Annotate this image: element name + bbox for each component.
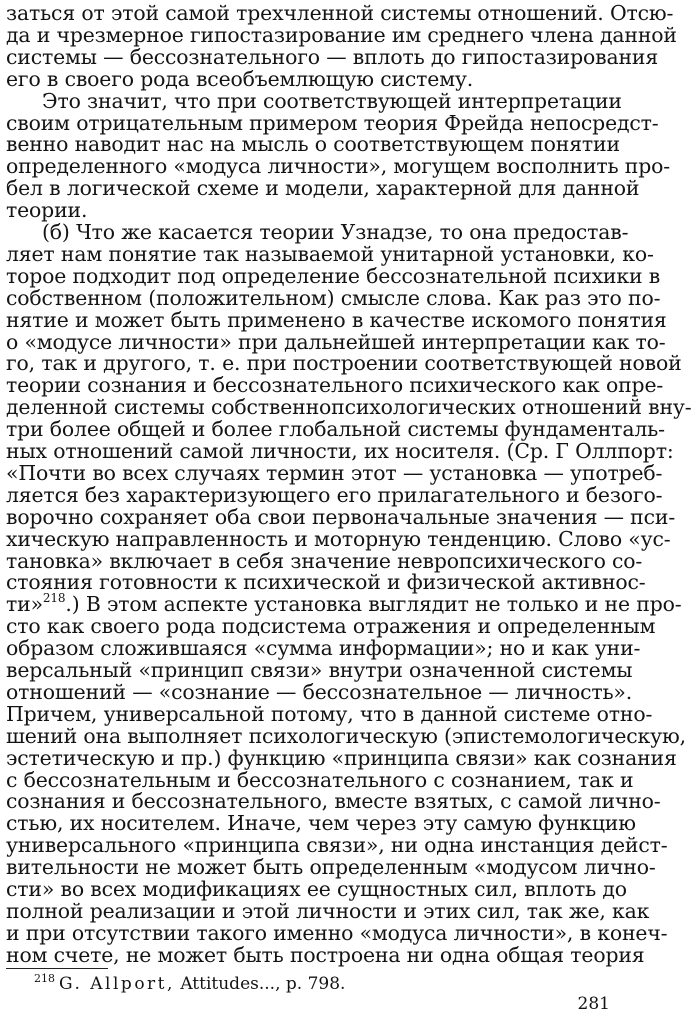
text-line-content: ворочно сохраняет оба свои первоначальные значения — пси- — [6, 504, 676, 529]
text-line-content: определенного «модуса личности», могущем восполнить про- — [6, 154, 671, 179]
text-line-content: собственном (положительном) смысле слова. Как раз это по- — [6, 285, 661, 310]
text-line-content: образом сложившаяся «сумма информации»; но и как уни- — [6, 636, 641, 661]
text-line-content: «Почти во всех случаях термин этот — установка — употреб- — [6, 460, 663, 485]
book-page — [6, 0, 691, 1016]
text-line-content: полной реализации и этой личности и этих сил, так же, как — [6, 898, 650, 923]
text-line-content: нятие и может быть применено в качестве искомого понятия — [6, 307, 667, 332]
text-line-content: шений она выполняет психологическую (эпистемологическую, — [6, 723, 686, 748]
footnote-number: 218 — [34, 972, 55, 986]
text-line-content: да и чрезмерное гипостазирование им среднего члена данной — [6, 22, 677, 47]
text-line-continuation: .) В этом аспекте установка выглядит не только и не про- — [65, 592, 682, 617]
text-line-content: стью, их носителем. Иначе, чем через эту самую функцию — [6, 811, 636, 836]
text-line-content: заться от этой самой трехчленной системы отношений. Отсю- — [6, 1, 674, 25]
text-line-content: системы — бессознательного — вплоть до гипостазирования — [6, 44, 659, 69]
text-line-content: ти» — [6, 592, 43, 617]
text-line-content: о «модусе личности» при дальнейшей интерпретации как то- — [6, 329, 666, 354]
text-line-content: его в своего рода всеобъемлющую систему. — [6, 66, 474, 91]
text-line-content: ных отношений самой личности, их носителя. (Ср. Г Оллпорт: — [6, 439, 674, 463]
text-line-content: вительности не может быть определенным «модусом лично- — [6, 855, 656, 880]
text-line-content: ляет нам понятие так называемой унитарной установки, ко- — [6, 241, 654, 266]
text-line-content: тановка» включает в себя значение невропсихического со- — [6, 548, 643, 573]
text-line — [6, 940, 645, 970]
text-line-content: теории. — [6, 198, 88, 223]
footnote-author: G. Allport, — [59, 974, 175, 994]
footnote-marker: 218 — [42, 590, 66, 605]
text-line-content: Это значит, что при соответствующей интерпретации — [42, 88, 622, 113]
text-line-content: венно наводит нас на мысль о соответствующем понятии — [6, 132, 620, 157]
text-line-content: и при отсутствии такого именно «модуса личности», в конеч- — [6, 920, 668, 945]
text-line-content: бел в логической схеме и модели, характерной для данной — [6, 176, 640, 201]
text-line-content: ном счете, не может быть построена ни одна общая теория — [6, 942, 645, 967]
text-line-content: сто как своего рода подсистема отражения и определенным — [6, 614, 656, 639]
text-line-content: Причем, универсальной потому, что в данной системе отно- — [6, 701, 653, 726]
footnote-reference: Attitudes..., p. 798. — [180, 974, 346, 994]
text-line-content: версальный «принцип связи» внутри означенной системы — [6, 658, 633, 682]
text-line-content: стояния готовности к психической и физической активнос- — [6, 570, 646, 595]
text-line-content: отношений — «сознание — бессознательное — личность». — [6, 679, 633, 704]
text-line-content: теории сознания и бессознательного психического как опре- — [6, 373, 664, 398]
footnote-separator — [6, 968, 108, 969]
text-line-content: сознания и бессознательного, вместе взятых, с самой лично- — [6, 789, 661, 814]
text-line-content: деленной системы собственнопсихологических отношений вну- — [6, 395, 691, 420]
footnote — [34, 972, 345, 996]
text-line-content: торое подходит под определение бессознательной психики в — [6, 263, 661, 288]
text-line-content: универсального «принципа связи», ни одна инстанция дейст- — [6, 833, 668, 858]
text-line-content: своим отрицательным примером теория Фрейда непосредст- — [6, 110, 659, 135]
page-number: 281 — [577, 994, 610, 1014]
text-line-content: хическую направленность и моторную тенденцию. Слово «ус- — [6, 526, 671, 551]
text-line-content: эстетическую и пр.) функцию «принципа связи» как сознания — [6, 745, 677, 770]
text-line-content: го, так и другого, т. е. при построении соответствующей новой — [6, 351, 682, 376]
text-line-content: с бессознательным и бессознательного с сознанием, так и — [6, 767, 634, 792]
text-line-content: сти» во всех модификациях ее сущностных сил, вплоть до — [6, 877, 627, 901]
text-line-content: три более общей и более глобальной системы фундаменталь- — [6, 417, 665, 442]
text-line-content: ляется без характеризующего его прилагательного и безого- — [6, 482, 663, 507]
text-line-content: (б) Что же касается теории Узнадзе, то она предостав- — [42, 220, 629, 244]
